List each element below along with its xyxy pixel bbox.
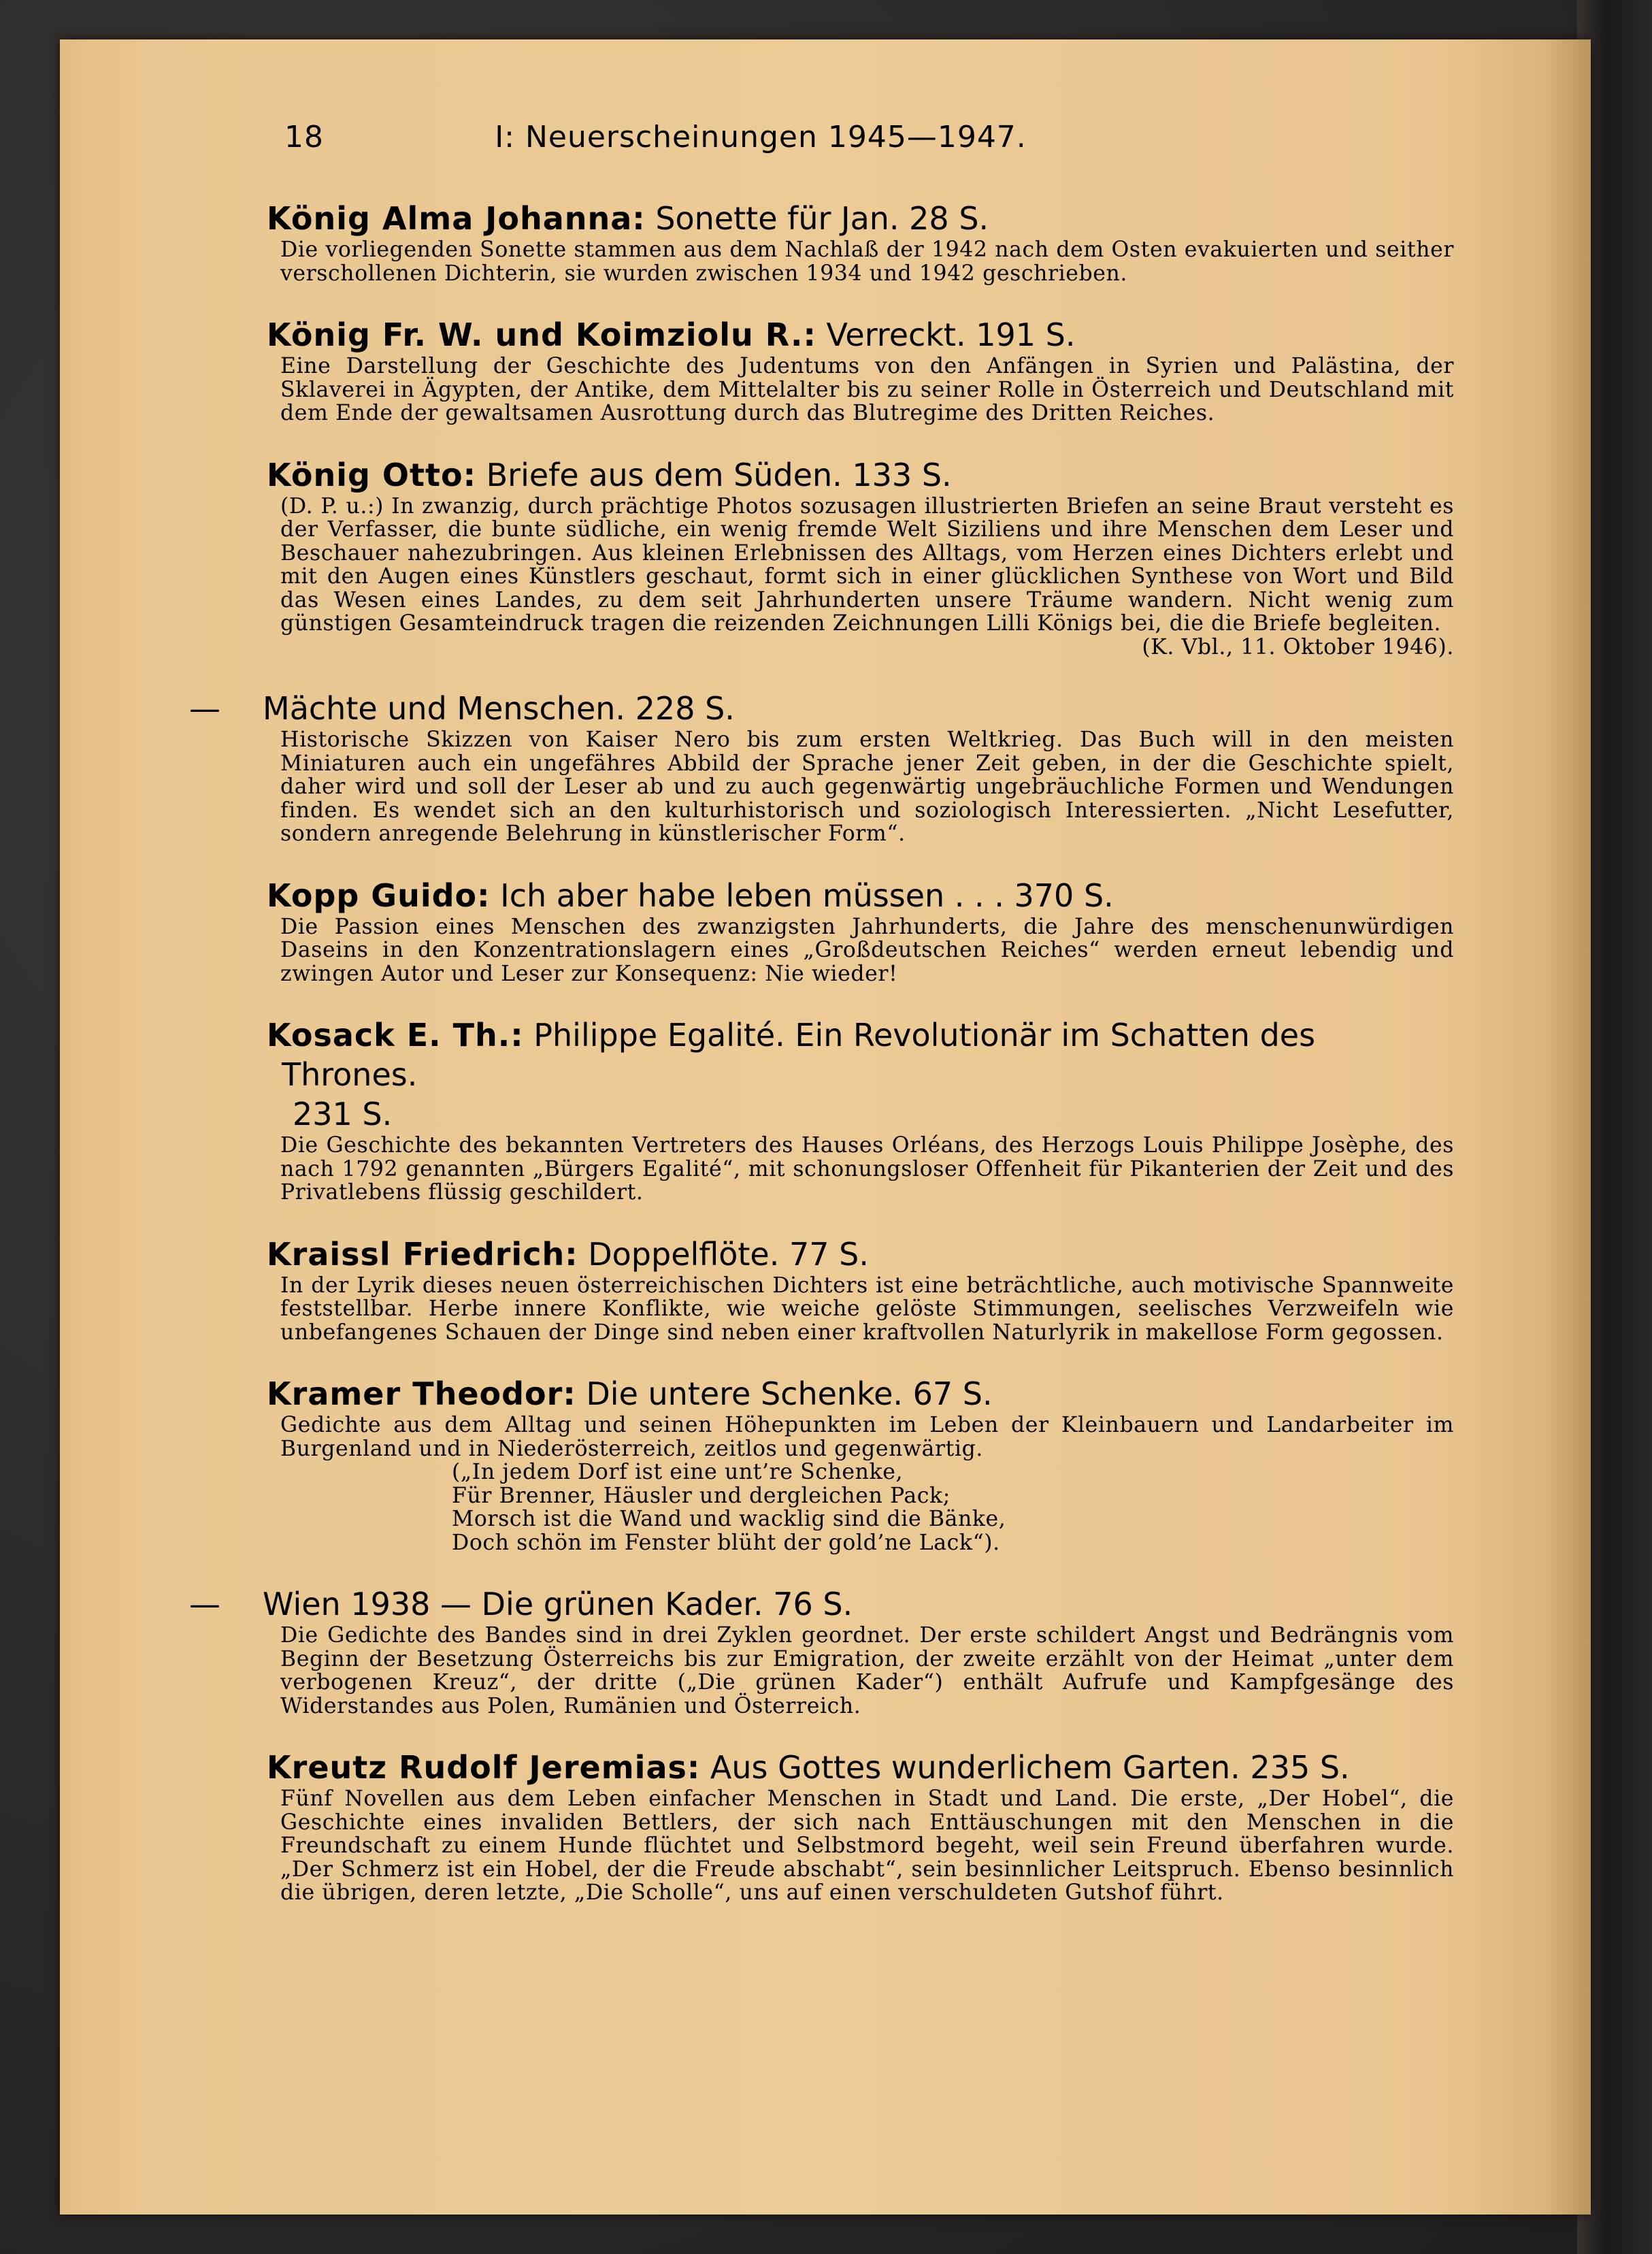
- entry-text: Die Geschichte des bekannten Vertreters des Hauses Orléans, des Herzogs Louis Philippe Josèphe, des nach 1792 genannten „Bürgers Egalité“, mit schonungsloser Offenheit für Pikanterien der Zeit und des Privatlebens flüssig geschildert.: [280, 1133, 1454, 1205]
- entry-text: (D. P. u.:) In zwanzig, durch prächtige Photos sozusagen illustrierten Briefen an seine Braut versteht es der Verfasser, die bunte südliche, ein wenig fremde Welt Siziliens und ihre Menschen dem Leser und Beschauer nahezubringen. Aus kleinen Erlebnissen des Alltags, vom Herzen eines Dichters erlebt und mit den Augen eines Künstlers geschaut, formt sich in einer glücklichen Synthese von Wort und Bild das Wesen eines Landes, zu dem seit Jahrhunderten unsere Träume wandern. Nicht wenig zum günstigen Gesamteindruck tragen die reizenden Zeichnungen Lilli Königs bei, die die Briefe begleiten.: [280, 493, 1454, 636]
- entry-title: Philippe Egalité. Ein Revolutionär im Schatten des Thrones.: [282, 1017, 1316, 1093]
- entry-heading: [189, 689, 1454, 728]
- entry-text: Die Gedichte des Bandes sind in drei Zyklen geordnet. Der erste schildert Angst und Bedrängnis vom Beginn der Besetzung Österreichs bis zur Emigration, der zweite erzählt von der Heimat „unter dem verbogenen Kreuz“, der dritte („Die grünen Kader“) enthält Aufrufe und Kampfgesänge des Widerstandes aus Polen, Rumänien und Österreich.: [280, 1623, 1454, 1718]
- entry-heading-continued: 231 S.: [293, 1096, 393, 1132]
- entry-heading: [267, 455, 1454, 495]
- entry-heading: [267, 876, 1454, 915]
- entry-kosack: [267, 1015, 1454, 1205]
- poem-line: („In jedem Dorf ist eine unt’re Schenke,: [452, 1460, 904, 1484]
- entry-text: Historische Skizzen von Kaiser Nero bis zum ersten Weltkrieg. Das Buch will in den meisten Miniaturen auch ein ungefähres Abbild der Sprache jener Zeit geben, in der die Geschichte spielt, daher wird und soll der Leser ab und zu auch gegenwärtig ungebräuchliche Formen und Wendungen finden. Es wendet sich an den kulturhistorisch und soziologisch Interessierten. „Nicht Lesefutter, sondern anregende Belehrung in künstlerischer Form“.: [280, 728, 1454, 846]
- poem-line: Für Brenner, Häusler und dergleichen Pack;: [452, 1483, 951, 1508]
- entry-heading: [267, 1015, 1454, 1094]
- entry-description: [267, 915, 1454, 986]
- entry-koenig-fr-w: [267, 315, 1454, 425]
- poem-line: Doch schön im Fenster blüht der gold’ne Lack“).: [452, 1530, 1000, 1555]
- entry-author: Kraissl Friedrich:: [267, 1235, 578, 1273]
- ditto-dash: —: [189, 1586, 220, 1622]
- entry-text: Die Passion eines Menschen des zwanzigsten Jahrhunderts, die Jahre des menschenunwürdigen Daseins in den Konzentrationslagern eines „Großdeutschen Reiches“ werden erneut lebendig und zwingen Autor und Leser zur Konsequenz: Nie wieder!: [280, 914, 1454, 986]
- entry-kraissl: [267, 1235, 1454, 1345]
- entry-koenig-alma: [267, 199, 1454, 285]
- bibliography-entries: [189, 199, 1454, 1935]
- entry-kreutz: [267, 1748, 1454, 1905]
- entry-title: Doppelflöte. 77 S.: [588, 1235, 869, 1273]
- entry-heading: [267, 199, 1454, 238]
- entry-author: Kreutz Rudolf Jeremias:: [267, 1749, 701, 1786]
- entry-author: Kopp Guido:: [267, 877, 491, 914]
- poem-quote: [267, 1460, 1454, 1554]
- entry-text: Die vorliegenden Sonette stammen aus dem Nachlaß der 1942 nach dem Osten evakuierten und seither verschollenen Dichterin, sie wurden zwischen 1934 und 1942 geschrieben.: [280, 238, 1454, 286]
- entry-text: Eine Darstellung der Geschichte des Judentums von den Anfängen in Syrien und Palästina, der Sklaverei in Ägypten, der Antike, dem Mittelalter bis zu seiner Rolle in Österreich und Deutschland mit dem Ende der gewaltsamen Ausrottung durch das Blutregime des Dritten Reiches.: [280, 354, 1454, 425]
- entry-kopp-guido: [267, 876, 1454, 986]
- entry-description: [267, 238, 1454, 285]
- entry-title: Ich aber habe leben müssen . . . 370 S.: [500, 877, 1114, 914]
- entry-title: Wien 1938 — Die grünen Kader. 76 S.: [263, 1586, 853, 1622]
- entry-description: [267, 355, 1454, 425]
- entry-heading: [267, 315, 1454, 355]
- entry-text: In der Lyrik dieses neuen österreichischen Dichters ist eine beträchtliche, auch motivische Spannweite feststellbar. Herbe innere Konflikte, wie weiche gelöste Stimmungen, seelisches Verzweifeln wie unbefangenes Schauen der Dinge sind neben einer kraftvollen Naturlyrik in makellose Form gegossen.: [280, 1273, 1454, 1345]
- entry-description: [267, 1787, 1454, 1905]
- entry-author: Kosack E. Th.:: [267, 1017, 524, 1054]
- page-header: [284, 120, 1237, 181]
- poem-line: Morsch ist die Wand und wacklig sind die Bänke,: [452, 1507, 1006, 1531]
- entry-description: [267, 728, 1454, 846]
- entry-title: Mächte und Menschen. 228 S.: [263, 690, 735, 727]
- entry-maechte-und-menschen: [189, 689, 1454, 846]
- entry-heading: [267, 1374, 1454, 1414]
- entry-heading: [267, 1235, 1454, 1274]
- entry-description: [267, 1274, 1454, 1345]
- entry-source: (K. Vbl., 11. Oktober 1946).: [1142, 634, 1454, 659]
- entry-kramer: [267, 1374, 1454, 1554]
- entry-description: [267, 495, 1454, 659]
- entry-author: König Alma Johanna:: [267, 200, 646, 237]
- entry-koenig-otto: [267, 455, 1454, 659]
- entry-author: Kramer Theodor:: [267, 1375, 576, 1412]
- entry-text: Fünf Novellen aus dem Leben einfacher Menschen in Stadt und Land. Die erste, „Der Hobel“, die Geschichte eines invaliden Bettlers, der sich nach Enttäuschungen mit den Menschen in die Freundschaft zu einem Hunde flüchtet und Selbstmord begeht, weil sein Freund überfahren wurde. „Der Schmerz ist ein Hobel, der die Freude abschabt“, sein besinnlicher Leitspruch. Ebenso besinnlich die übrigen, deren letzte, „Die Scholle“, uns auf einen verschuldeten Gutshof führt.: [280, 1786, 1454, 1905]
- entry-description: [267, 1414, 1454, 1460]
- entry-description: [267, 1624, 1454, 1718]
- entry-title: Aus Gottes wunderlichem Garten. 235 S.: [710, 1749, 1350, 1786]
- entry-text: Gedichte aus dem Alltag und seinen Höhepunkten im Leben der Kleinbauern und Landarbeiter im Burgenland und in Niederösterreich, zeitlos und gegenwärtig.: [280, 1413, 1454, 1461]
- entry-wien-1938: [189, 1584, 1454, 1718]
- entry-author: König Fr. W. und Koimziolu R.:: [267, 316, 816, 353]
- running-title: I: Neuerscheinungen 1945—1947.: [495, 120, 1027, 154]
- entry-heading: [267, 1748, 1454, 1787]
- entry-title: Briefe aus dem Süden. 133 S.: [486, 456, 952, 493]
- entry-source-line: [280, 636, 1454, 659]
- entry-heading: [189, 1584, 1454, 1624]
- entry-author: König Otto:: [267, 456, 476, 493]
- entry-description: [267, 1134, 1454, 1205]
- entry-title: Verreckt. 191 S.: [826, 316, 1076, 353]
- entry-title: Sonette für Jan. 28 S.: [655, 200, 989, 237]
- entry-title: Die untere Schenke. 67 S.: [586, 1375, 993, 1412]
- page-number: 18: [284, 120, 324, 154]
- ditto-dash: —: [189, 690, 220, 727]
